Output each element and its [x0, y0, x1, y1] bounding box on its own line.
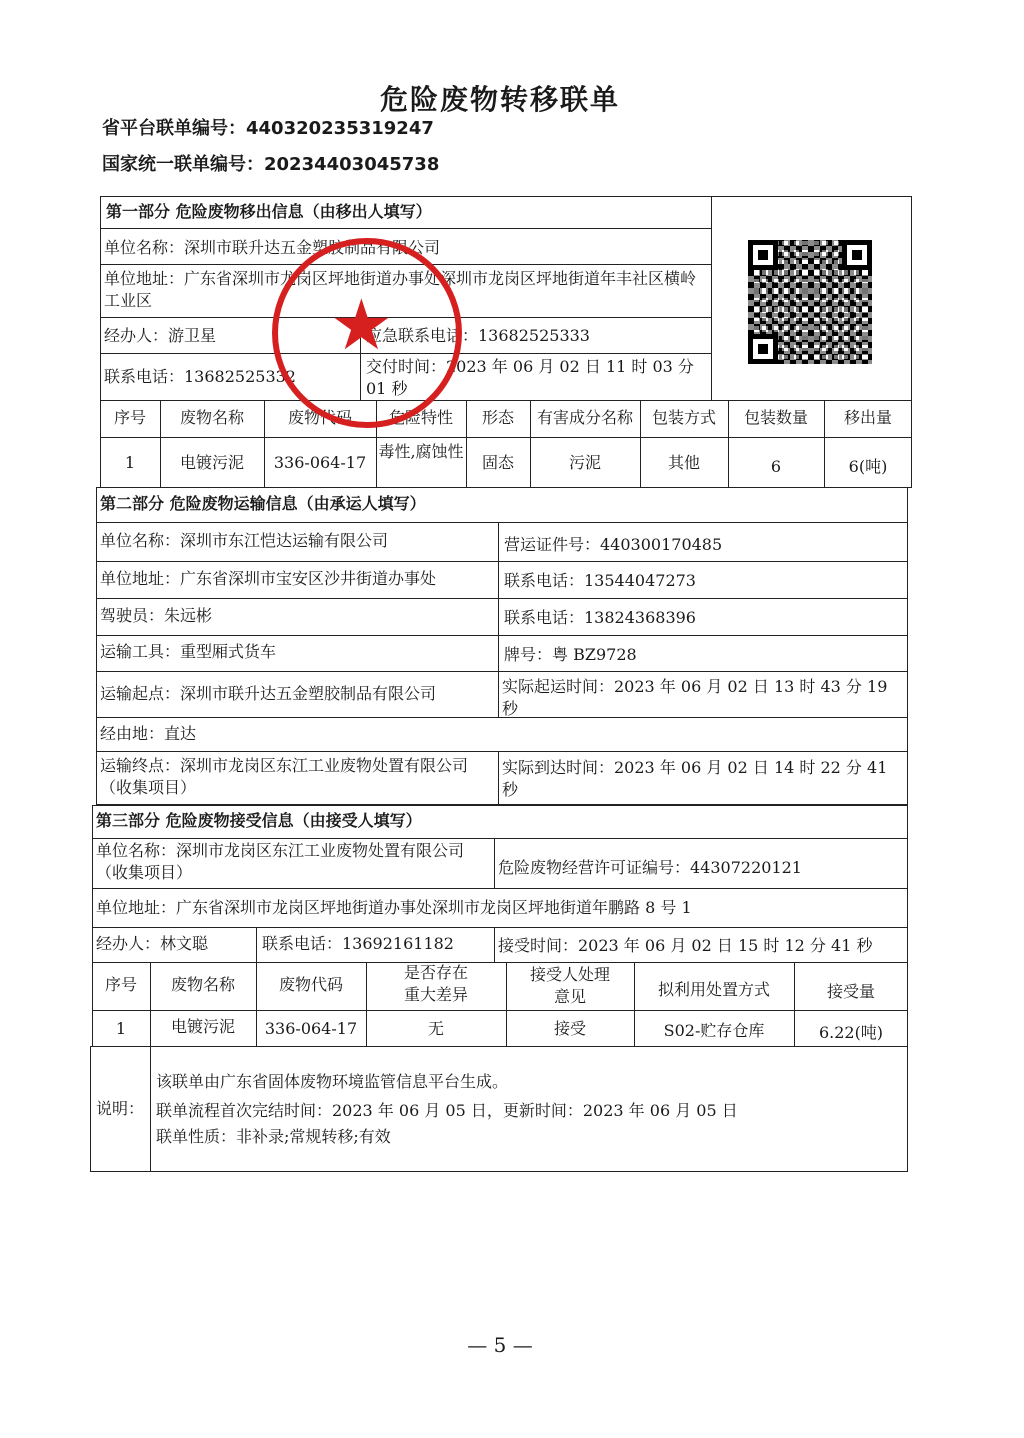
table-row-cell: 1 — [115, 1019, 127, 1038]
p1-th-7: 包装数量 — [743, 408, 808, 427]
p3-th-6: 接受量 — [826, 982, 875, 1001]
notes-line-2: 联单流程首次完结时间：2023 年 06 月 05 日，更新时间：2023 年 06 月 05 日 — [156, 1101, 738, 1120]
p1-th-3: 危险特性 — [388, 408, 453, 427]
part3-receive-time: 接受时间：2023 年 06 月 02 日 15 时 12 分 41 秒 — [498, 936, 873, 955]
part3-phone: 联系电话：13692161182 — [262, 934, 454, 953]
p1-th-8: 移出量 — [843, 408, 892, 427]
table-row-cell: 无 — [427, 1019, 444, 1038]
p3-th-1: 废物名称 — [170, 975, 235, 994]
p3-th-5: 拟利用处置方式 — [657, 980, 770, 999]
p1-th-1: 废物名称 — [179, 408, 244, 427]
p1-th-2: 废物代码 — [287, 408, 352, 427]
part1-unit-name: 单位名称：深圳市联升达五金塑胶制品有限公司 — [104, 238, 441, 257]
part2-destination: 运输终点：深圳市龙岗区东江工业废物处置有限公司（收集项目） — [100, 756, 469, 797]
p3-th-3: 是否存在重大差异 — [403, 963, 468, 1004]
p1-th-0: 序号 — [113, 408, 146, 427]
p1-th-5: 有害成分名称 — [536, 408, 633, 427]
notes-label: 说明： — [96, 1099, 145, 1118]
table-row-cell: 6 — [770, 457, 782, 476]
part2-driver: 驾驶员：朱远彬 — [100, 606, 213, 625]
part2-origin: 运输起点：深圳市联升达五金塑胶制品有限公司 — [100, 684, 437, 703]
part2-plate: 牌号：粤 BZ9728 — [504, 645, 637, 664]
table-row-cell: 1 — [124, 453, 136, 472]
table-row-cell: 6.22(吨) — [818, 1023, 884, 1042]
document-title: 危险废物转移联单 — [379, 83, 620, 116]
part1-phone: 联系电话：13682525332 — [104, 367, 296, 386]
part3-unit-name: 单位名称：深圳市龙岗区东江工业废物处置有限公司（收集项目） — [96, 841, 465, 882]
part2-arrival-time: 实际到达时间：2023 年 06 月 02 日 14 时 22 分 41 秒 — [502, 758, 888, 799]
part2-phone1: 联系电话：13544047273 — [504, 571, 696, 590]
table-row-cell: 固态 — [481, 453, 514, 472]
part2-phone2: 联系电话：13824368396 — [504, 608, 696, 627]
part2-via: 经由地：直达 — [100, 724, 197, 743]
part1-heading: 第一部分 危险废物移出信息（由移出人填写） — [106, 202, 432, 221]
part1-handover-time: 交付时间：2023 年 06 月 02 日 11 时 03 分 01 秒 — [366, 357, 694, 398]
qr-code-icon — [748, 240, 872, 364]
part1-handler: 经办人：游卫星 — [104, 326, 217, 345]
notes-line-3: 联单性质：非补录;常规转移;有效 — [156, 1127, 391, 1146]
p3-th-0: 序号 — [104, 975, 137, 994]
national-number: 国家统一联单编号：20234403045738 — [102, 154, 440, 175]
part3-unit-address: 单位地址：广东省深圳市龙岗区坪地街道办事处深圳市龙岗区坪地街道年鹏路 8 号 1 — [96, 898, 692, 917]
part1-unit-address: 单位地址：广东省深圳市龙岗区坪地街道办事处深圳市龙岗区坪地街道年丰社区横岭工业区 — [104, 269, 697, 310]
part1-emergency-phone: 应急联系电话：13682525333 — [366, 326, 590, 345]
part3-heading: 第三部分 危险废物接受信息（由接受人填写） — [96, 811, 422, 830]
table-row-cell: 毒性,腐蚀性 — [378, 442, 464, 461]
p1-th-4: 形态 — [481, 408, 514, 427]
p3-th-2: 废物代码 — [278, 975, 343, 994]
table-row-cell: S02-贮存仓库 — [663, 1021, 765, 1040]
page-number: — 5 — — [467, 1333, 533, 1357]
part2-vehicle: 运输工具：重型厢式货车 — [100, 642, 277, 661]
table-row-cell: 污泥 — [568, 453, 601, 472]
part3-handler: 经办人：林文聪 — [96, 934, 209, 953]
table-row-cell: 336-064-17 — [273, 453, 367, 472]
notes-line-1: 该联单由广东省固体废物环境监管信息平台生成。 — [156, 1072, 509, 1091]
table-row-cell: 电镀污泥 — [179, 453, 244, 472]
table-row-cell: 6(吨) — [848, 457, 888, 476]
part2-license: 营运证件号：440300170485 — [504, 535, 723, 554]
part2-departure-time: 实际起运时间：2023 年 06 月 02 日 13 时 43 分 19 秒 — [502, 677, 888, 718]
table-row-cell: 其他 — [667, 453, 700, 472]
part3-permit: 危险废物经营许可证编号：44307220121 — [498, 858, 802, 877]
part2-unit-name: 单位名称：深圳市东江恺达运输有限公司 — [100, 531, 389, 550]
table-row-cell: 电镀污泥 — [170, 1017, 235, 1036]
provincial-number: 省平台联单编号：440320235319247 — [102, 118, 434, 139]
table-row-cell: 接受 — [553, 1019, 586, 1038]
part2-heading: 第二部分 危险废物运输信息（由承运人填写） — [100, 494, 426, 513]
table-row-cell: 336-064-17 — [264, 1019, 358, 1038]
p1-th-6: 包装方式 — [651, 408, 716, 427]
part2-unit-address: 单位地址：广东省深圳市宝安区沙井街道办事处 — [100, 569, 437, 588]
p3-th-4: 接受人处理意见 — [530, 965, 611, 1006]
seal-star-icon: ★ — [330, 284, 393, 366]
